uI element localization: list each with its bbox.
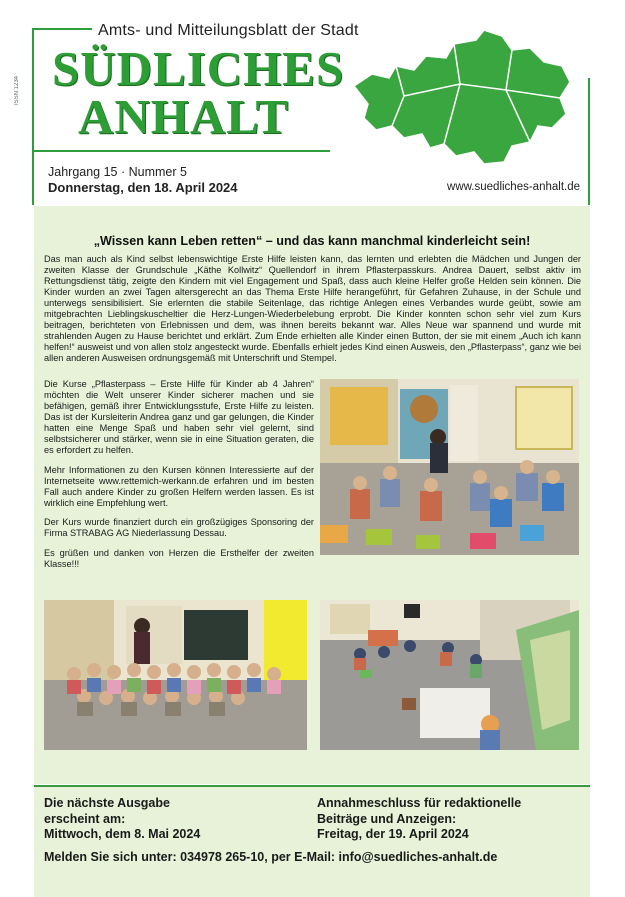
footer-info: [34, 787, 590, 897]
article-panel: [34, 206, 590, 784]
contact-line: Melden Sie sich unter: 034978 265-10, per E-Mail: info@suedliches-anhalt.de: [44, 850, 498, 864]
photo-classroom: [320, 600, 579, 750]
masthead-title-line1: SÜDLICHES: [52, 41, 345, 96]
article-paragraph: Mehr Informationen zu den Kursen können Interessierte auf der Internetseite www.rettemich-werkann.de erfahren und im besten Fall auch andere Kinder zu großen Helfern werden lassen. Es ist wirklich eine Empfehlung wert.: [44, 464, 314, 508]
next-issue-block: [44, 796, 200, 843]
article-paragraph: Der Kurs wurde finanziert durch ein großzügiges Sponsoring der Firma STRABAG AG Niederlassung Dessau.: [44, 517, 314, 538]
region-map-logo: [334, 26, 584, 176]
next-issue-date: Mittwoch, dem 8. Mai 2024: [44, 827, 201, 841]
issue-number: Jahrgang 15 · Nummer 5: [48, 165, 187, 179]
deadline-label: Annahmeschluss für redaktionelle: [317, 796, 522, 810]
next-issue-label: Die nächste Ausgabe: [44, 796, 170, 810]
article-left-column: [44, 379, 314, 578]
article-intro: Das man auch als Kind selbst lebenswichtige Erste Hilfe leisten kann, das lernten und erlebten die Mädchen und Jungen der zweiten Klasse der Grundschule „Käthe Kollwitz“ Quellendorf in ihrem Pflasterpasskurs. Andrea Dauert, selbst aktiv im Rettungsdienst tätig, zeigte den Kindern mit viel Engagement und Spaß, dass auch kleine Helfer große Helden sein können. Die Kinder wurden an zwei Tagen altersgerecht an das Thema Erste Hilfe herangeführt, für Gefahren Zuhause, in der Schule und unterwegs sensibilisiert. Sie erlernten die stabile Seitenlage, das richtige Anlegen eines Verbandes wurde geübt, sowie am mitgebrachten Lieblingskuscheltier die Herz-Lungen-Wiederbelebung erprobt. Die Kinder konnten schon sehr viel zum Kurs beitragen, berichteten von Erlebnissen und dem, was ihnen bereits bekannt war. Alles Neue war spannend und wurde mit strahlenden Augen zu Hause berichtet und erklärt. Zum Ende erhielten alle Kinder einen Button, der sie mit einem „Auch ich kann helfen!“ ausweist und von allen stolz angesteckt wurde. Ebenfalls erhielt jedes Kind einen Ausweis, den „Pflasterpass“, ganz wie bei allen anderen Ausweisen ordnungsgemäß mit Unterschrift und Stempel.: [44, 254, 581, 363]
next-issue-label: erscheint am:: [44, 811, 126, 826]
article-paragraph: Es grüßen und danken von Herzen die Ersthelfer der zweiten Klasse!!!: [44, 547, 314, 569]
issue-date: Donnerstag, den 18. April 2024: [48, 180, 238, 195]
article-paragraph: Die Kurse „Pflasterpass – Erste Hilfe für Kinder ab 4 Jahren“ möchten die Welt unserer Kinder sicherer machen und sie befähigen, gemäß ihrer Entwicklungsstufe, Erste Hilfe zu leisten. Das ist der Kursleiterin Andrea ganz und gar gelungen, die Kinder hatten eine Menge Spaß und haben sehr viel gelernt, sind selbstsicherer und stärker, wenn sie in eine Situation geraten, die es erfordert zu helfen.: [44, 379, 314, 455]
masthead-subtitle: Amts- und Mitteilungsblatt der Stadt: [98, 22, 359, 39]
masthead-frame-right: [588, 78, 590, 205]
masthead-frame-mid: [32, 150, 330, 152]
side-note: ISSN 1234: [14, 76, 20, 106]
photo-course-circle: [320, 379, 579, 555]
deadline-block: [317, 796, 521, 843]
website-link[interactable]: www.suedliches-anhalt.de: [447, 181, 580, 193]
article-headline: „Wissen kann Leben retten“ – und das kann manchmal kinderleicht sein!: [93, 234, 531, 248]
masthead-frame-top: [32, 28, 92, 30]
deadline-date: Freitag, der 19. April 2024: [317, 827, 469, 841]
region-map-shape: [354, 30, 570, 164]
masthead-frame-left: [32, 28, 34, 205]
photo-group: [44, 600, 307, 750]
deadline-label: Beiträge und Anzeigen:: [317, 811, 457, 826]
masthead-title-line2: ANHALT: [78, 89, 290, 144]
